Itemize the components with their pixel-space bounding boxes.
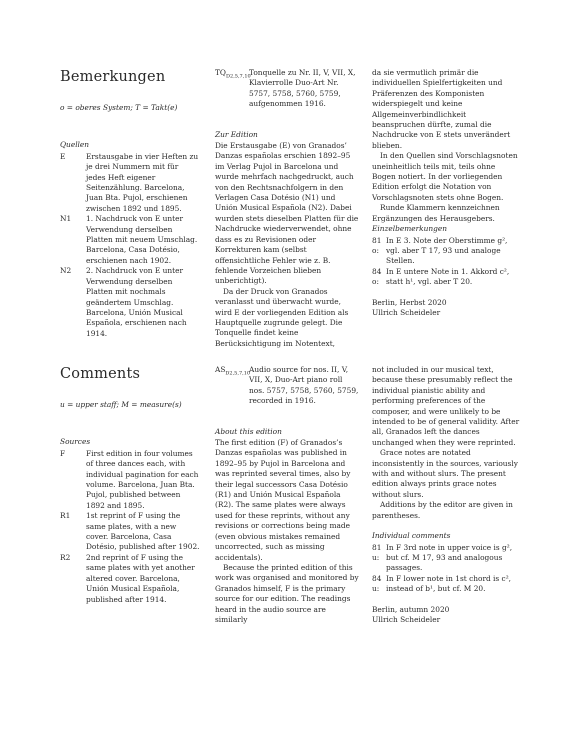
english-col3-paragraph-3: Additions by the editor are given in parentheses. <box>372 500 513 520</box>
english-note-key: 81 u: <box>372 542 382 562</box>
english-note-key: 84 u: <box>372 573 382 594</box>
german-source-item <box>60 152 200 214</box>
english-column-2 <box>215 365 360 625</box>
english-audio-source <box>215 365 360 407</box>
german-audio-source-key: $TQ_{D2,5,7,10}$ <box>215 68 251 80</box>
english-audio-source-text: Audio source for nos. II, V, VII, X, Duo-Art piano roll nos. 5757, 5758, 5760, 5759, recorded in 1916. <box>249 365 359 406</box>
german-edition-paragraph-2: Da der Druck von Granados veranlasst und überwacht wurde, wird E der vorliegenden Edition als Hauptquelle zugrunde gelegt. Die Tonquelle findet keine Berücksichtigung im Notentext, <box>215 286 349 348</box>
english-column-1 <box>60 365 200 605</box>
german-signature-name: Ullrich Scheideler <box>372 307 441 317</box>
german-note-key: 81 o: <box>372 235 382 255</box>
german-signature-place: Berlin, Herbst 2020 <box>372 297 447 307</box>
german-abbreviations: o = oberes System; T = Takt(e) <box>60 103 178 112</box>
german-edition-paragraph-1: Die Erstausgabe (E) von Granados’ Danzas españolas erschien 1892–95 im Verlag Pujol in Barcelona und wurde mehrfach nachgedruckt, auch von den Rechtsnachfolgern in den Verlagen Casa Dotésio (N1) und Unión Musical Española (N2). Dabei wurden stets dieselben Platten für die Nachdrucke wiederverwendet, ohne dass es zu Revisionen oder Korrekturen kam (selbst offensichtliche Fehler wie z. B. fehlende Vorzeichen blieben unberichtigt). <box>215 141 359 286</box>
english-source-text: First edition in four volumes of three dances each, with individual pagination for each volume. Barcelona, Juan Bta. Pujol, published between 1892 and 1895. <box>86 448 199 510</box>
german-note-text: In E untere Note in 1. Akkord c², statt h¹, vgl. aber T 20. <box>386 266 510 287</box>
english-col3-paragraph-2: Grace notes are notated inconsistently in the sources, variously with and without slurs. The present edition always prints grace notes without slurs. <box>372 448 518 499</box>
english-sources-heading: Sources <box>60 437 91 447</box>
english-source-item <box>60 511 200 553</box>
german-col3-paragraph-2: In den Quellen sind Vorschlagsnoten uneinheitlich teils mit, teils ohne Bogen notiert. In der vorliegenden Edition erfolgt die Notation von Vorschlagsnoten stets ohne Bogen. <box>372 151 518 202</box>
english-edition-heading: About this edition <box>215 426 282 436</box>
english-source-key: R2 <box>60 552 71 562</box>
german-heading: Bemerkungen <box>60 69 166 85</box>
english-section <box>60 365 530 665</box>
english-edition-paragraph-1: The first edition (F) of Granados’s Danzas españolas was published in 1892–95 by Pujol in Barcelona and was reprinted several times, also by their legal successors Casa Dotésio (R1) and Unión Musical Española (R2). The same plates were always used for these reprints, without any revisions or corrections being made (even obvious mistakes remained uncorrected, such as missing accidentals). <box>215 438 351 562</box>
english-edition-paragraph-2: Because the printed edition of this work was organised and monitored by Granados himself, F is the primary source for our edition. The readings heard in the audio source are similarly <box>215 562 359 624</box>
english-note-item <box>372 543 520 574</box>
german-source-key: N2 <box>60 266 72 276</box>
english-signature-place: Berlin, autumn 2020 <box>372 604 450 614</box>
english-source-text: 2nd reprint of F using the same plates with yet another altered cover. Barcelona, Unión Musical Española, published after 1914. <box>86 552 195 604</box>
german-source-text: 2. Nachdruck von E unter Verwendung derselben Platten mit nochmals geändertem Umschlag. Barcelona, Unión Musical Española, erschienen nach 1914. <box>86 266 187 338</box>
german-notes-heading: Einzelbemerkungen <box>372 224 448 234</box>
english-source-item <box>60 553 200 605</box>
english-note-text: In F 3rd note in upper voice is g², but cf. M 17, 93 and analogous passages. <box>386 542 513 573</box>
german-note-text: In E 3. Note der Oberstimme g², vgl. aber T 17, 93 und analoge Stellen. <box>386 235 508 266</box>
german-source-key: E <box>60 151 66 161</box>
german-edition-heading: Zur Edition <box>215 129 258 139</box>
english-col3-paragraph-1: not included in our musical text, because these presumably reflect the individual pianistic ability and performing preferences of the composer, and were unlikely to be intended to be of general validity. After all, Granados left the dances unchanged when they were reprinted. <box>372 365 520 447</box>
german-source-item <box>60 214 200 266</box>
english-source-key: R1 <box>60 511 71 521</box>
german-note-key: 84 o: <box>372 266 382 287</box>
english-abbreviations: u = upper staff; M = measure(s) <box>60 400 182 409</box>
german-source-text: Erstausgabe in vier Heften zu je drei Nummern mit für jedes Heft eigener Seitenzählung. Barcelona, Juan Bta. Pujol, erschienen zwischen 1892 und 1895. <box>86 151 199 213</box>
english-note-text: In F lower note in 1st chord is c², instead of b¹, but cf. M 20. <box>386 573 512 594</box>
english-signature-name: Ullrich Scheideler <box>372 614 441 624</box>
german-source-key: N1 <box>60 214 72 224</box>
english-source-key: F <box>60 448 66 458</box>
english-audio-source-key: $AS_{D2,5,7,10}$ <box>215 365 251 377</box>
german-source-item <box>60 266 200 339</box>
english-source-item <box>60 449 200 511</box>
german-note-item <box>372 267 520 288</box>
english-column-3 <box>372 365 520 625</box>
german-source-text: 1. Nachdruck von E unter Verwendung derselben Platten mit neuem Umschlag. Barcelona, Casa Dotésio, erschienen nach 1902. <box>86 214 198 265</box>
german-section <box>60 68 530 348</box>
german-column-1 <box>60 68 200 339</box>
german-column-3 <box>372 68 520 318</box>
german-audio-source <box>215 68 360 110</box>
german-sources-heading: Quellen <box>60 140 90 150</box>
german-column-2 <box>215 68 360 349</box>
english-heading: Comments <box>60 366 141 382</box>
german-col3-paragraph-3: Runde Klammern kennzeichnen Ergänzungen des Herausgebers. <box>372 203 500 223</box>
english-source-text: 1st reprint of F using the same plates, with a new cover. Barcelona, Casa Dotésio, published after 1902. <box>86 511 200 552</box>
german-col3-paragraph-1: da sie vermutlich primär die individuellen Spielfertigkeiten und Präferenzen des Komponisten widerspiegelt und keine Allgemeinverbindlichkeit beanspruchen dürfte, zumal die Nachdrucke von E stets unverändert blieben. <box>372 68 511 150</box>
german-note-item <box>372 236 520 267</box>
english-notes-heading: Individual comments <box>372 531 451 541</box>
english-note-item <box>372 574 520 595</box>
german-audio-source-text: Tonquelle zu Nr. II, V, VII, X, Klavierrolle Duo-Art Nr. 5757, 5758, 5760, 5759, aufgenommen 1916. <box>249 68 356 109</box>
